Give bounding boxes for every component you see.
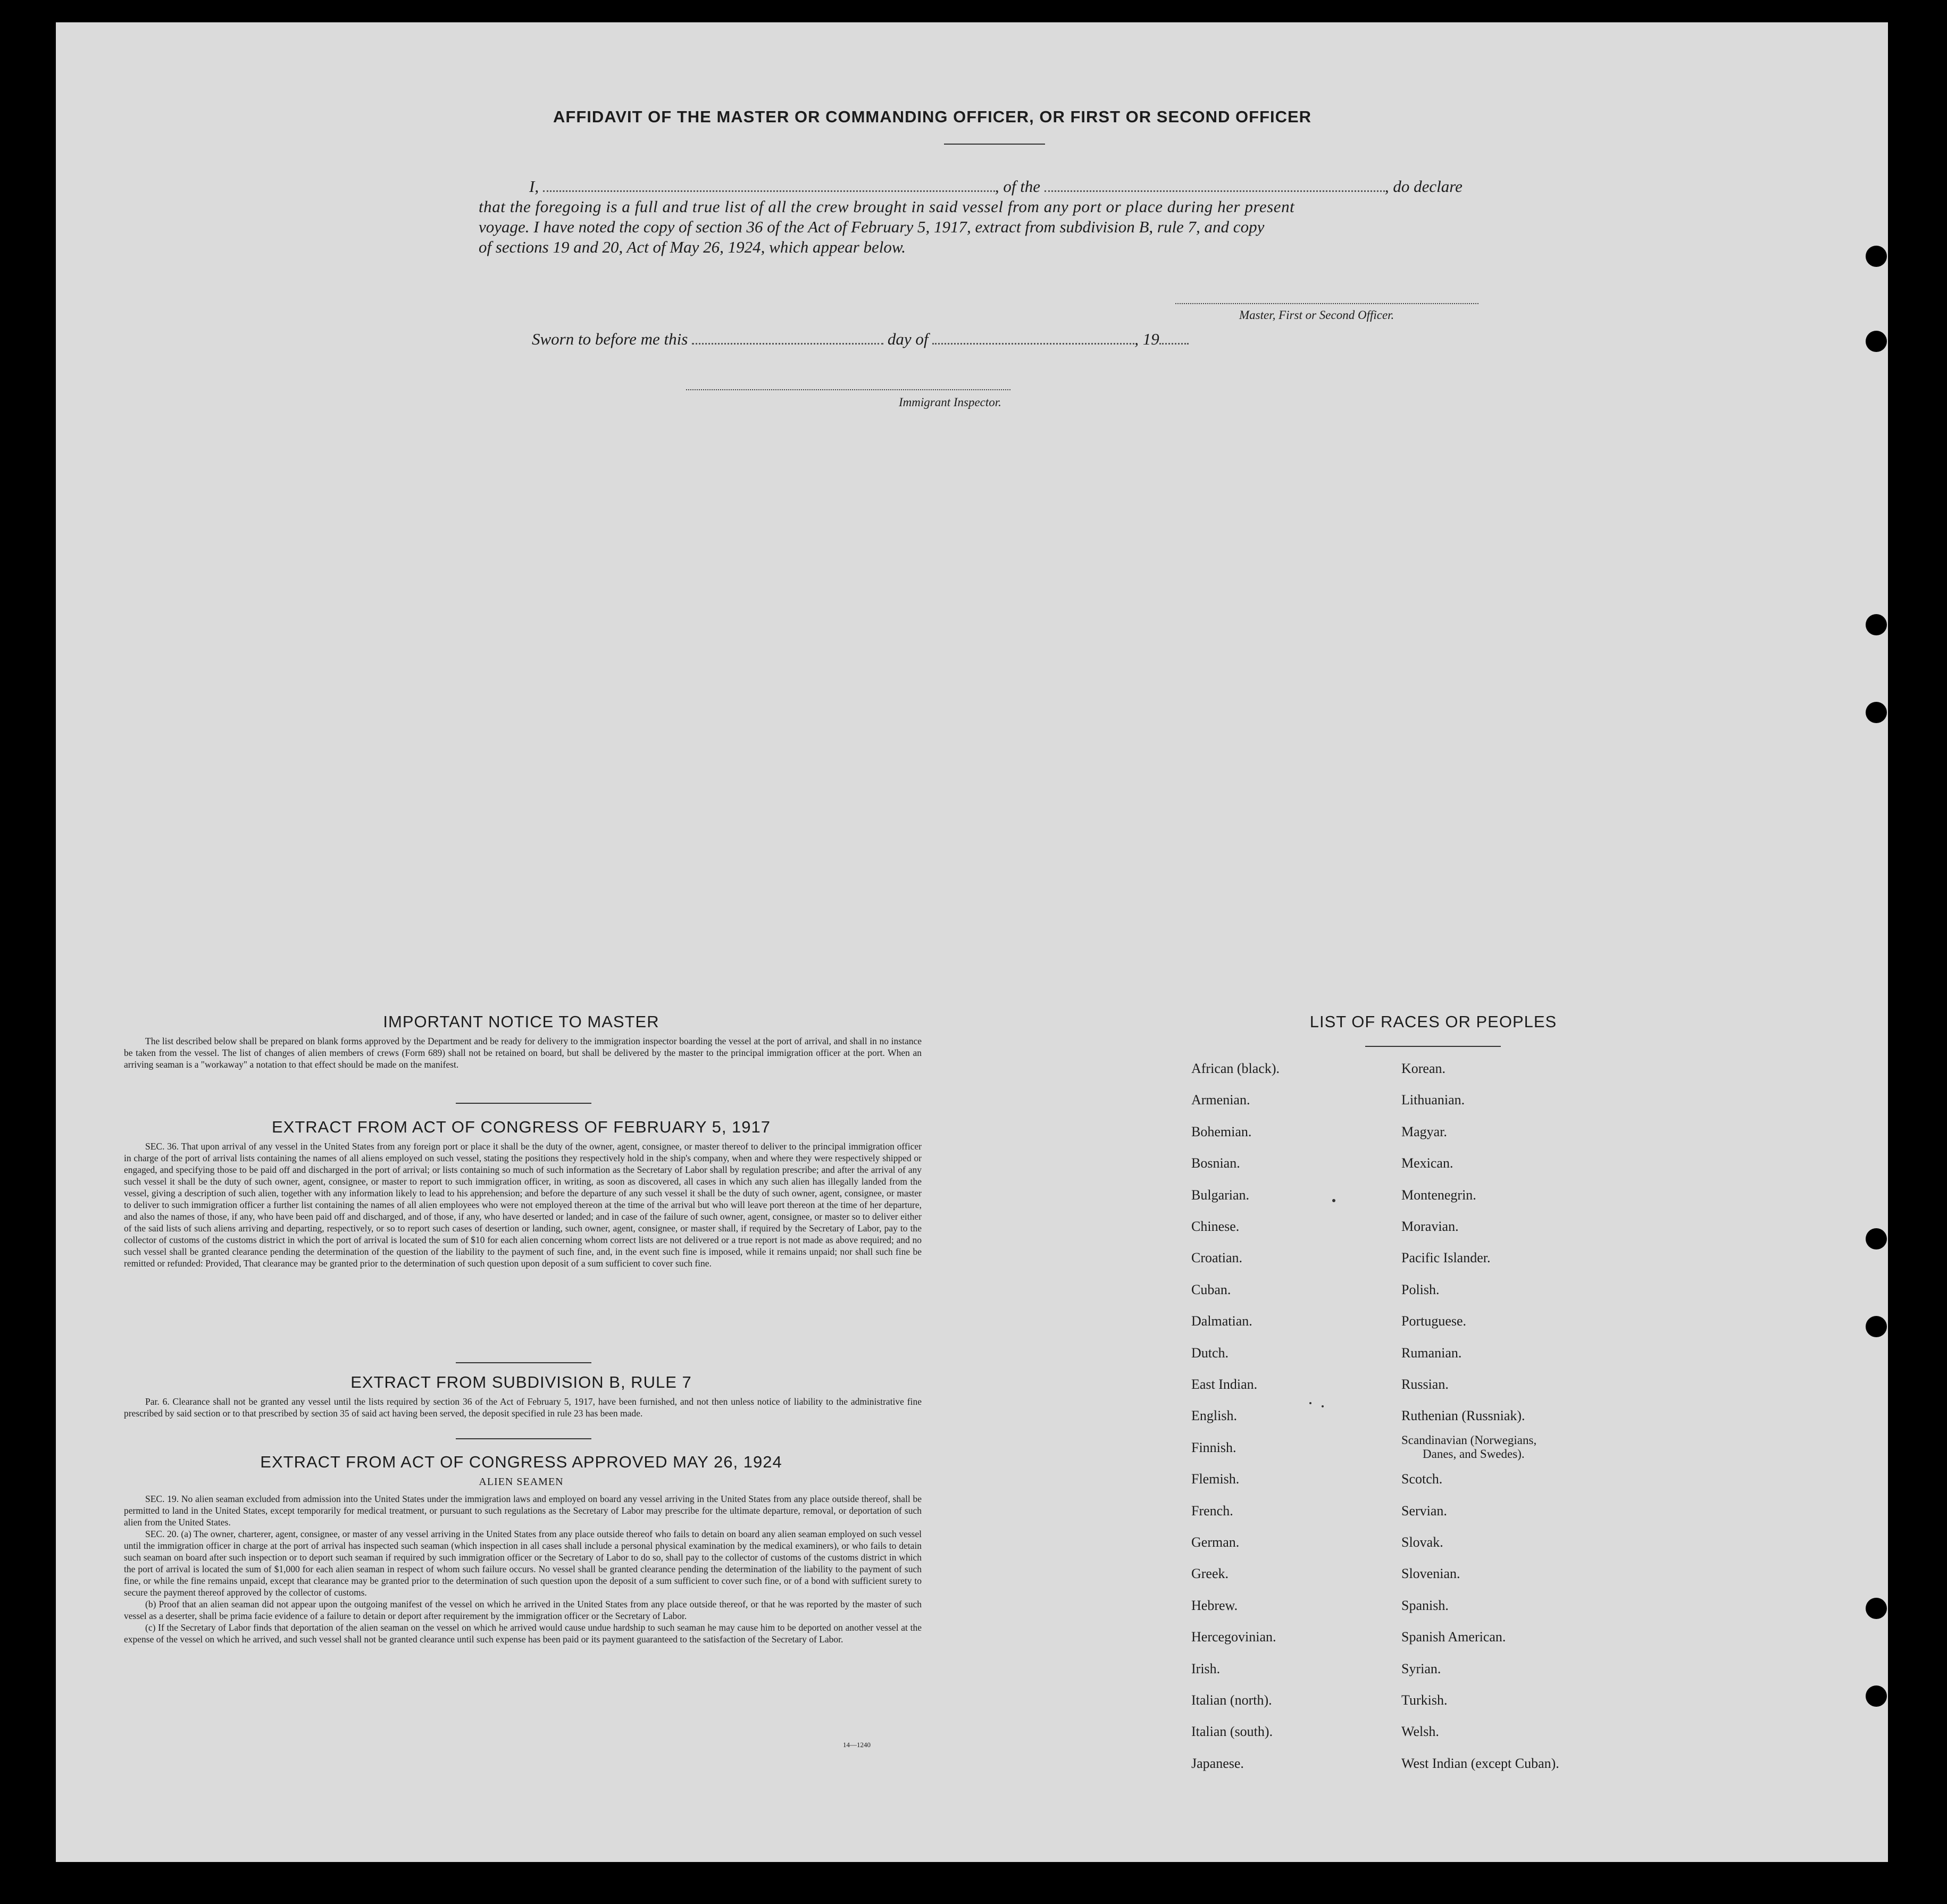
race-item: Dalmatian. [1191, 1313, 1252, 1329]
race-item: Scandinavian (Norwegians, [1401, 1433, 1537, 1447]
race-item-continuation: Danes, and Swedes). [1423, 1447, 1525, 1461]
notice-text: The list described below shall be prepared on blank forms approved by the Department and be ready for delivery to the immigration inspector boarding the vessel at the port of arrival, and shall in no instance be taken from the vessel. The list of changes of alien members of crews (Form 689) shall not be retained on board, but shall be delivered by the master to the principal immigration officer at the port. When an arriving seaman is a "workaway" a notation to that effect should be made on the manifest. [124, 1036, 922, 1070]
race-item: Chinese. [1191, 1219, 1240, 1234]
divider [456, 1438, 591, 1439]
binder-hole [1866, 331, 1887, 352]
race-item: Spanish American. [1401, 1629, 1506, 1645]
binder-hole [1866, 246, 1887, 267]
race-item: Italian (north). [1191, 1692, 1272, 1708]
race-item: Syrian. [1401, 1660, 1441, 1676]
race-item: Rumanian. [1401, 1345, 1462, 1361]
sworn-month-field[interactable] [932, 343, 1134, 345]
race-item: Korean. [1401, 1061, 1446, 1076]
ink-speck [1332, 1199, 1335, 1202]
race-item: Slovak. [1401, 1534, 1443, 1550]
divider [944, 144, 1045, 145]
race-item: Ruthenian (Russniak). [1401, 1408, 1525, 1424]
divider [1365, 1046, 1501, 1047]
extract-1924-subtitle: ALIEN SEAMEN [479, 1476, 564, 1488]
name-field[interactable] [543, 190, 995, 192]
races-title: LIST OF RACES OR PEOPLES [1309, 1012, 1557, 1031]
race-item: German. [1191, 1534, 1240, 1550]
race-item: Montenegrin. [1401, 1187, 1476, 1203]
race-item: Italian (south). [1191, 1724, 1273, 1740]
race-item: Portuguese. [1401, 1313, 1467, 1329]
affidavit-title: AFFIDAVIT OF THE MASTER OR COMMANDING OFFICER, OR FIRST OR SECOND OFFICER [553, 107, 1312, 126]
race-item: Moravian. [1401, 1219, 1459, 1234]
sworn-year-field[interactable] [1159, 343, 1189, 345]
race-item: Hebrew. [1191, 1597, 1238, 1613]
race-item: Welsh. [1401, 1724, 1439, 1740]
race-item: Greek. [1191, 1566, 1229, 1582]
race-item: Cuban. [1191, 1281, 1231, 1297]
race-item: Armenian. [1191, 1092, 1250, 1108]
form-number: 14—1240 [843, 1741, 871, 1749]
binder-hole [1866, 1316, 1887, 1337]
races-list [1191, 1061, 1670, 1800]
extract-1924-text: SEC. 19. No alien seaman excluded from admission into the United States under the immigration laws and employed on board any vessel arriving in the United States from any place outside thereof, shall be permitted to land in the United States, except temporarily for medical treatment, or pursuant to such regulations as the Secretary of Labor may prescribe for the ultimate departure, removal, or deportation of such alien from the United States. SEC. 20. (a) The owner, charterer, agent, consignee, or master of any vessel arriving in the United States from any place outside thereof who fails to detain on board any alien seaman employed on such vessel until the immigration officer in charge at the port of arrival has inspected such seaman (which inspection in all cases shall include a personal physical examination by the medical examiners), or who fails to detain such seaman on board after such inspection or to deport such seaman if required by such immigration officer or the Secretary of Labor to do so, shall pay to the collector of customs of the customs district in which the port of arrival is located the sum of $1,000 for each alien seaman in respect of whom such failure occurs. No vessel shall be granted clearance pending the determination of the liability to the payment of such fine, or while the fine remains unpaid, except that clearance may be granted prior to the determination of such question upon the deposit of a sum sufficient to cover such fine, or of a bond with sufficient surety to secure the payment thereof approved by the collector of customs. (b) Proof that an alien seaman did not appear upon the outgoing manifest of the vessel on which he arrived in the United States from any place outside thereof, or that he was reported by the master of such vessel as a deserter, shall be prima facie evidence of a failure to detain or deport after requirement by the immigration officer or the Secretary of Labor. (c) If the Secretary of Labor finds that deportation of the alien seaman on the vessel on which he arrived would cause undue hardship to such seaman he may cause him to be deported on another vessel at the expense of the vessel on which he arrived, and such vessel shall not be granted clearance until such expense has been paid or its payment guaranteed to the satisfaction of the Secretary of Labor. [124, 1494, 922, 1645]
race-item: Finnish. [1191, 1439, 1236, 1455]
inspector-signature-line[interactable] [686, 389, 1010, 390]
race-item: Croatian. [1191, 1250, 1243, 1266]
vessel-field[interactable] [1044, 190, 1385, 192]
race-item: Magyar. [1401, 1123, 1447, 1139]
race-item: Turkish. [1401, 1692, 1448, 1708]
rule-7-title: EXTRACT FROM SUBDIVISION B, RULE 7 [350, 1373, 692, 1391]
race-item: French. [1191, 1503, 1233, 1519]
divider [456, 1362, 591, 1363]
declaration-line-4: of sections 19 and 20, Act of May 26, 1924, which appear below. [479, 238, 906, 256]
extract-1917-text: SEC. 36. That upon arrival of any vessel in the United States from any foreign port or place it shall be the duty of the owner, agent, consignee, or master thereof to deliver to the principal immigration officer in charge of the port of arrival lists containing the names of all aliens employed on such vessel, stating the positions they respectively hold in the ship's company, when and where they were respectively shipped or engaged, and specifying those to be paid off and discharged in the port of arrival; or lists containing so much of such information as the Secretary of Labor shall by regulation prescribe; and after the arrival of any such vessel it shall be the duty of such owner, agent, consignee, or master to report to such immigration officer, in writing, as soon as discovered, all cases in which any such alien has illegally landed from the vessel, giving a description of such alien, together with any information likely to lead to his apprehension; and before the departure of any such vessel it shall be the duty of such owner, agent, consignee, or master to deliver to such immigration officer a further list containing the names of all alien employees who were not employed thereon at the time of the arrival but who will leave port thereon at the time of her departure, and also the names of those, if any, who have been paid off and discharged, and of those, if any, who have deserted or landed; and in case of the failure of such owner, agent, consignee, or master so to deliver either of the said lists of such aliens arriving and departing, respectively, or so to report such cases of desertion or landing, such owner, agent, consignee, or master shall, if required by the Secretary of Labor, pay to the collector of customs of the customs district in which the port of arrival is located the sum of $10 for each alien concerning whom correct lists are not delivered or a true report is not made as above required; and no such vessel shall be granted clearance pending the determination of the question of the liability to the payment of such fine, and, in the event such fine is imposed, while it remains unpaid; nor shall such fine be remitted or refunded: Provided, That clearance may be granted prior to the determination of such question upon deposit of a sum sufficient to cover such fine. [124, 1141, 922, 1269]
form-page [56, 22, 1888, 1862]
ink-speck [1322, 1405, 1324, 1407]
race-item: Dutch. [1191, 1345, 1229, 1361]
race-item: Bohemian. [1191, 1123, 1252, 1139]
race-item: Spanish. [1401, 1597, 1449, 1613]
affidavit-body [479, 177, 1574, 257]
inspector-signature-label: Immigrant Inspector. [899, 396, 1001, 409]
binder-hole [1866, 1598, 1887, 1619]
race-item: Scotch. [1401, 1471, 1443, 1487]
race-item: Hercegovinian. [1191, 1629, 1276, 1645]
race-item: English. [1191, 1408, 1237, 1424]
race-item: West Indian (except Cuban). [1401, 1755, 1559, 1771]
notice-title: IMPORTANT NOTICE TO MASTER [383, 1012, 659, 1031]
race-item: Mexican. [1401, 1155, 1453, 1171]
race-item: Servian. [1401, 1503, 1447, 1519]
race-item: Slovenian. [1401, 1566, 1460, 1582]
sworn-day-field[interactable] [692, 343, 883, 345]
sworn-line: Sworn to before me this day of , 19 [532, 330, 1189, 349]
race-item: Japanese. [1191, 1755, 1244, 1771]
binder-hole [1866, 1685, 1887, 1707]
race-item: Bulgarian. [1191, 1187, 1250, 1203]
race-item: Russian. [1401, 1377, 1449, 1392]
declaration-line-2: that the foregoing is a full and true list of all the crew brought in said vessel from any port or place during her present [479, 197, 1295, 216]
ink-speck [1309, 1402, 1311, 1404]
declaration-line-3: voyage. I have noted the copy of section 36 of the Act of February 5, 1917, extract from subdivision B, rule 7, and copy [479, 217, 1265, 236]
extract-1917-title: EXTRACT FROM ACT OF CONGRESS OF FEBRUARY 5, 1917 [271, 1118, 771, 1136]
master-signature-label: Master, First or Second Officer. [1239, 308, 1394, 322]
binder-hole [1866, 614, 1887, 635]
binder-hole [1866, 1228, 1887, 1249]
race-item: Polish. [1401, 1281, 1440, 1297]
race-item: Lithuanian. [1401, 1092, 1465, 1108]
binder-hole [1866, 702, 1887, 723]
divider [456, 1103, 591, 1104]
rule-7-text: Par. 6. Clearance shall not be granted any vessel until the lists required by section 36 of the Act of February 5, 1917, have been furnished, and not then unless notice of liability to the administrative fine prescribed by said section or to that prescribed by section 35 of said act having been served, the deposit specified in rule 23 has been made. [124, 1396, 922, 1419]
race-item: East Indian. [1191, 1377, 1258, 1392]
race-item: African (black). [1191, 1061, 1280, 1076]
extract-1924-title: EXTRACT FROM ACT OF CONGRESS APPROVED MAY 26, 1924 [260, 1453, 782, 1471]
declaration-line-1: I, , of the , do declare [529, 177, 1463, 196]
race-item: Bosnian. [1191, 1155, 1240, 1171]
master-signature-line[interactable] [1175, 303, 1478, 304]
race-item: Pacific Islander. [1401, 1250, 1491, 1266]
race-item: Irish. [1191, 1660, 1221, 1676]
race-item: Flemish. [1191, 1471, 1240, 1487]
